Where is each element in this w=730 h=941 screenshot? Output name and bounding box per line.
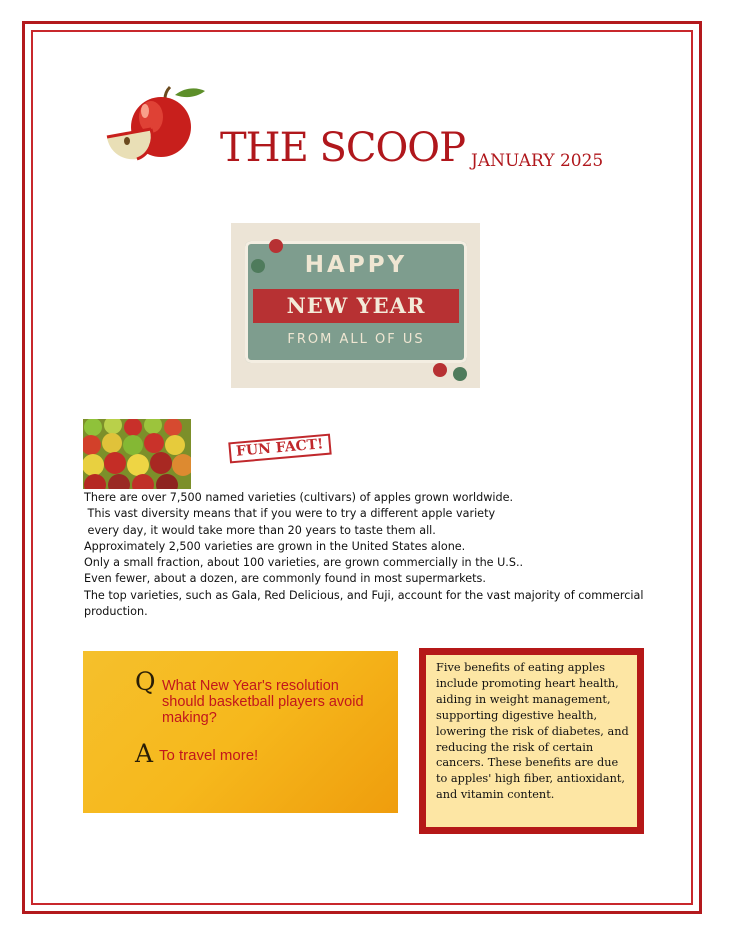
- fact-line: Only a small fraction, about 100 varieties, are grown commercially in the U.S..: [84, 556, 524, 570]
- ornament-icon: [453, 367, 467, 381]
- a-letter: A: [135, 739, 154, 768]
- fact-line: production.: [84, 605, 148, 619]
- fun-fact-stamp: FUN FACT!: [228, 434, 331, 464]
- benefits-box: [419, 648, 644, 834]
- fact-line: This vast diversity means that if you were to try a different apple variety: [84, 507, 496, 521]
- qa-question: What New Year's resolution should basketball players avoid making?: [162, 678, 364, 726]
- qa-joke-box: [83, 651, 398, 813]
- fun-fact-body: [84, 490, 644, 620]
- new-year-banner: [231, 223, 480, 388]
- banner-happy-text: HAPPY: [304, 252, 408, 278]
- q-letter: Q: [135, 667, 156, 696]
- benefits-text: Five benefits of eating apples include promoting heart health, aiding in weight management, supporting digestive health, lowering the risk of diabetes, and reducing the risk of certain cancers. These benefits are due to apples' high fiber, antioxidant, and vitamin content.: [426, 655, 637, 827]
- apples-photo: [83, 419, 191, 489]
- newsletter-date: JANUARY 2025: [471, 151, 604, 171]
- ornament-icon: [269, 239, 283, 253]
- ornament-icon: [433, 363, 447, 377]
- qa-answer: To travel more!: [159, 747, 259, 764]
- banner-newyear-text: NEW YEAR: [286, 293, 426, 318]
- fact-line: Approximately 2,500 varieties are grown in the United States alone.: [84, 539, 466, 553]
- newsletter-title: THE SCOOP: [220, 125, 465, 171]
- banner-from-text: FROM ALL OF US: [287, 332, 425, 347]
- fact-line: Even fewer, about a dozen, are commonly found in most supermarkets.: [84, 572, 486, 586]
- fact-line: The top varieties, such as Gala, Red Delicious, and Fuji, account for the vast majority of commercial: [84, 588, 644, 602]
- banner-ribbon: [253, 289, 459, 323]
- ornament-icon: [251, 259, 265, 273]
- apple-logo-icon: [103, 85, 211, 163]
- fact-line: There are over 7,500 named varieties (cultivars) of apples grown worldwide.: [84, 491, 514, 504]
- banner-card: [245, 241, 467, 363]
- fact-line: every day, it would take more than 20 years to taste them all.: [84, 523, 436, 537]
